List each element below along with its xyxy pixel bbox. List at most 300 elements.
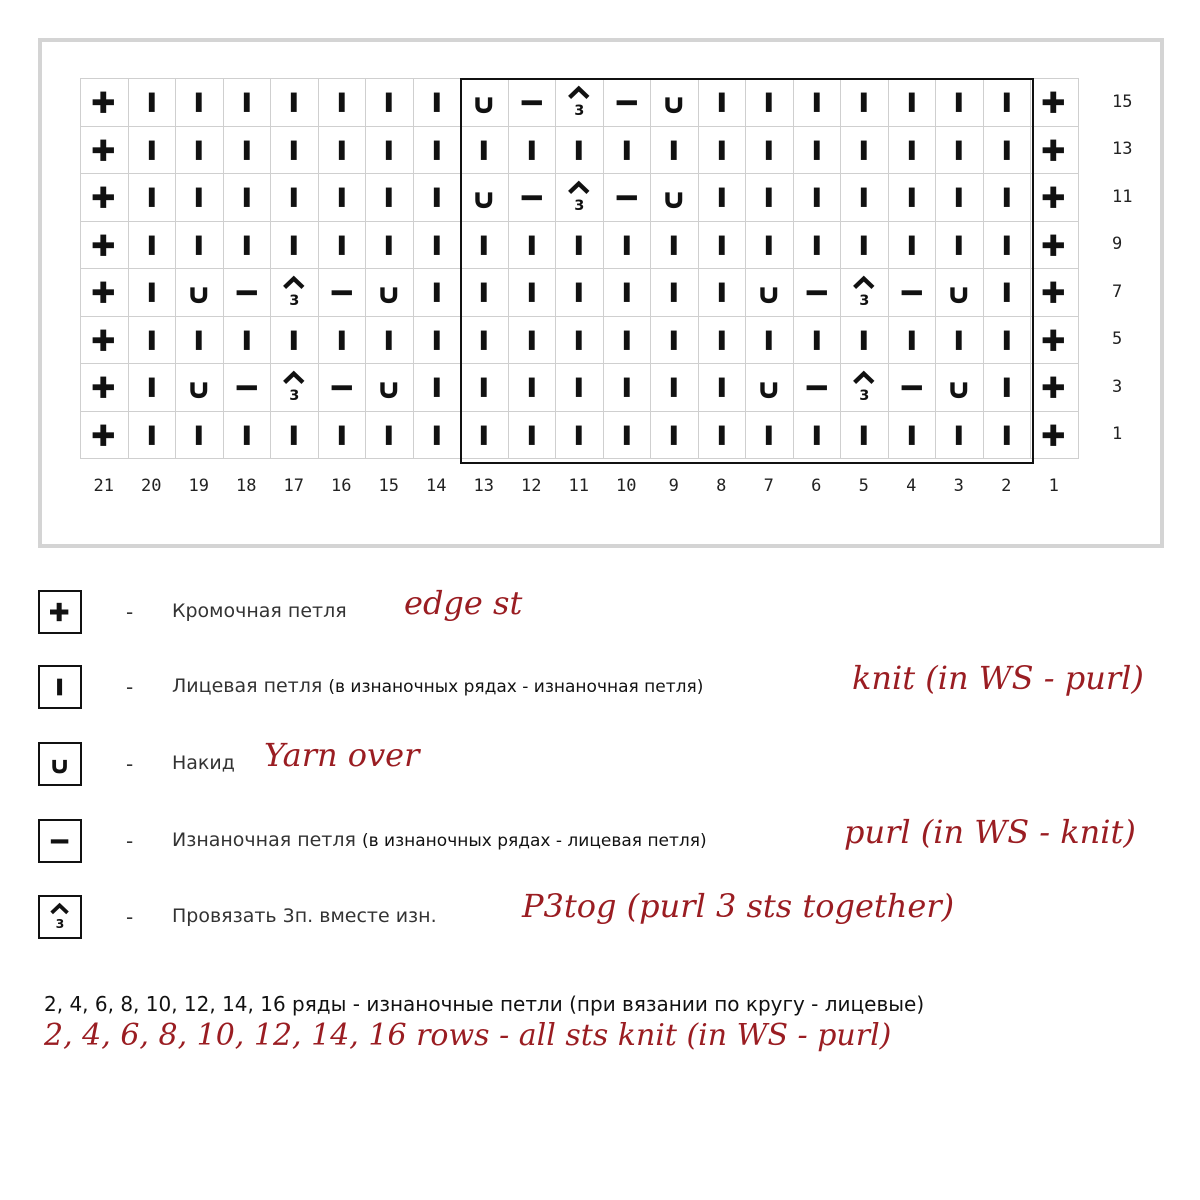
p3tog-icon xyxy=(556,174,603,221)
chart-cell xyxy=(651,174,699,222)
chart-cell xyxy=(604,79,652,127)
legend-label-ru xyxy=(172,675,703,697)
chart-cell xyxy=(604,222,652,270)
chart-cell xyxy=(319,79,367,127)
column-number: 11 xyxy=(568,476,589,496)
chart-cell xyxy=(604,127,652,175)
chart-cell xyxy=(651,317,699,365)
chart-cell xyxy=(129,79,177,127)
knit-icon xyxy=(794,412,841,459)
knit-icon xyxy=(509,127,556,174)
column-number: 9 xyxy=(668,476,679,496)
yarn-over-icon xyxy=(176,364,223,411)
purl-icon xyxy=(509,79,556,126)
chart-cell xyxy=(556,127,604,175)
chart-cell xyxy=(889,222,937,270)
knit-icon xyxy=(224,127,271,174)
chart-cell xyxy=(176,269,224,317)
chart-cell xyxy=(889,79,937,127)
knit-icon xyxy=(794,127,841,174)
chart-cell xyxy=(319,269,367,317)
knit-icon xyxy=(129,412,176,459)
chart-cell xyxy=(271,269,319,317)
knit-icon xyxy=(936,222,983,269)
chart-cell xyxy=(651,127,699,175)
chart-cell xyxy=(794,412,842,460)
wrong-side-rows-note xyxy=(44,992,924,1053)
legend-label-ru-note: (в изнаночных рядах - изнаночная петля) xyxy=(328,677,704,697)
p3tog-numeral: 3 xyxy=(574,197,585,214)
edge-stitch-icon xyxy=(81,127,128,174)
knit-icon-glyph xyxy=(40,667,80,707)
legend-label-en: purl (in WS - knit) xyxy=(844,813,1136,851)
chart-cell xyxy=(224,364,272,412)
purl-icon xyxy=(224,364,271,411)
knit-icon xyxy=(176,174,223,221)
chart-cell xyxy=(319,364,367,412)
knit-icon xyxy=(556,364,603,411)
chart-cell xyxy=(984,317,1032,365)
legend-item-p3tog xyxy=(38,887,1168,943)
edge-stitch-icon xyxy=(1031,412,1078,459)
legend-label-ru-note: (в изнаночных рядах - лицевая петля) xyxy=(362,831,707,851)
yarn-over-icon xyxy=(746,269,793,316)
chart-cell xyxy=(651,412,699,460)
chart-cell xyxy=(984,412,1032,460)
chart-cell xyxy=(604,412,652,460)
chart-cell xyxy=(604,317,652,365)
chart-cell xyxy=(176,317,224,365)
chart-cell xyxy=(81,174,129,222)
legend-label-ru: Провязать 3п. вместе изн. xyxy=(172,905,437,927)
chart-cell xyxy=(841,174,889,222)
purl-icon xyxy=(38,819,82,863)
chart-cell xyxy=(366,269,414,317)
knit-icon xyxy=(936,317,983,364)
chart-cell xyxy=(794,127,842,175)
chart-cell xyxy=(176,412,224,460)
chart-cell xyxy=(699,174,747,222)
knit-icon xyxy=(889,127,936,174)
knit-icon xyxy=(38,665,82,709)
p3tog-icon-glyph xyxy=(40,897,80,937)
chart-cell xyxy=(841,412,889,460)
knit-icon xyxy=(414,79,461,126)
knit-icon xyxy=(319,412,366,459)
knit-icon xyxy=(556,317,603,364)
p3tog-numeral: 3 xyxy=(859,387,870,404)
edge-stitch-icon xyxy=(1031,79,1078,126)
legend-dash: - xyxy=(126,675,134,699)
knit-icon xyxy=(129,222,176,269)
chart-cell xyxy=(461,412,509,460)
edge-stitch-icon xyxy=(1031,269,1078,316)
knit-icon xyxy=(651,364,698,411)
chart-cell xyxy=(129,222,177,270)
knit-icon xyxy=(604,364,651,411)
chart-cell xyxy=(461,79,509,127)
purl-icon xyxy=(794,269,841,316)
knit-icon xyxy=(176,222,223,269)
p3tog-icon xyxy=(271,269,318,316)
knit-icon xyxy=(319,79,366,126)
chart-cell xyxy=(414,222,462,270)
chart-cell xyxy=(651,364,699,412)
chart-cell xyxy=(81,79,129,127)
edge-stitch-icon xyxy=(1031,127,1078,174)
chart-cell xyxy=(746,174,794,222)
yarn-over-icon xyxy=(936,269,983,316)
chart-cell xyxy=(176,364,224,412)
knit-icon xyxy=(366,79,413,126)
yarn-over-icon xyxy=(746,364,793,411)
knit-icon xyxy=(699,79,746,126)
knit-icon xyxy=(129,317,176,364)
knit-icon xyxy=(984,222,1031,269)
chart-cell xyxy=(224,412,272,460)
chart-cell xyxy=(604,269,652,317)
chart-cell xyxy=(794,222,842,270)
knit-icon xyxy=(414,222,461,269)
knit-icon xyxy=(794,79,841,126)
yarn-over-icon xyxy=(38,742,82,786)
knit-icon xyxy=(224,79,271,126)
chart-cell xyxy=(366,127,414,175)
legend-label-en: knit (in WS - purl) xyxy=(852,659,1144,697)
chart-cell xyxy=(271,412,319,460)
knit-icon xyxy=(271,222,318,269)
knit-icon xyxy=(841,127,888,174)
chart-cell xyxy=(461,222,509,270)
p3tog-icon xyxy=(38,895,82,939)
chart-cell xyxy=(556,79,604,127)
chart-cell xyxy=(271,222,319,270)
chart-cell xyxy=(936,269,984,317)
knit-icon xyxy=(509,222,556,269)
knit-icon xyxy=(699,222,746,269)
chart-cell xyxy=(556,412,604,460)
column-number: 14 xyxy=(426,476,447,496)
chart-cell xyxy=(461,269,509,317)
knit-icon xyxy=(414,127,461,174)
knit-icon xyxy=(794,317,841,364)
chart-cell xyxy=(319,127,367,175)
p3tog-numeral: 3 xyxy=(859,292,870,309)
chart-cell xyxy=(556,174,604,222)
chart-cell xyxy=(129,174,177,222)
legend-label-ru: Кромочная петля xyxy=(172,600,347,622)
chart-cell xyxy=(841,127,889,175)
chart-cell xyxy=(509,412,557,460)
knit-icon xyxy=(176,412,223,459)
knit-icon xyxy=(271,317,318,364)
legend-dash: - xyxy=(126,600,134,624)
edge-stitch-icon xyxy=(1031,364,1078,411)
legend-item-yarn-over xyxy=(38,736,1168,790)
knit-icon xyxy=(651,269,698,316)
purl-icon xyxy=(509,174,556,221)
chart-cell xyxy=(889,317,937,365)
chart-cell xyxy=(319,222,367,270)
chart-cell xyxy=(319,317,367,365)
chart-cell xyxy=(81,412,129,460)
knit-icon xyxy=(746,127,793,174)
chart-cell xyxy=(604,364,652,412)
p3tog-icon xyxy=(841,364,888,411)
purl-icon xyxy=(319,269,366,316)
chart-cell xyxy=(129,412,177,460)
edge-stitch-icon xyxy=(81,174,128,221)
knit-icon xyxy=(889,79,936,126)
chart-cell xyxy=(176,127,224,175)
chart-cell xyxy=(984,364,1032,412)
chart-cell xyxy=(699,364,747,412)
knit-icon xyxy=(841,222,888,269)
purl-icon xyxy=(319,364,366,411)
column-number: 19 xyxy=(188,476,209,496)
knit-icon xyxy=(699,364,746,411)
knit-icon xyxy=(366,317,413,364)
knit-icon xyxy=(889,317,936,364)
knit-icon xyxy=(604,412,651,459)
chart-cell xyxy=(936,79,984,127)
chart-cell xyxy=(556,269,604,317)
chart-cell xyxy=(936,174,984,222)
knit-icon xyxy=(984,412,1031,459)
knit-icon xyxy=(509,317,556,364)
yarn-over-icon-glyph xyxy=(40,744,80,784)
chart-cell xyxy=(176,174,224,222)
knit-icon xyxy=(461,364,508,411)
column-number: 13 xyxy=(473,476,494,496)
row-number: 9 xyxy=(1112,234,1123,255)
edge-stitch-icon xyxy=(38,590,82,634)
chart-cell xyxy=(841,364,889,412)
chart-cell xyxy=(699,222,747,270)
chart-cell xyxy=(984,79,1032,127)
knit-icon xyxy=(699,174,746,221)
knit-icon xyxy=(509,412,556,459)
edge-stitch-icon xyxy=(81,79,128,126)
chart-cell xyxy=(936,364,984,412)
chart-cell xyxy=(699,127,747,175)
chart-cell xyxy=(889,174,937,222)
legend-dash: - xyxy=(126,829,134,853)
column-number: 2 xyxy=(1001,476,1012,496)
column-number: 16 xyxy=(331,476,352,496)
chart-cell xyxy=(366,79,414,127)
chart-cell xyxy=(366,364,414,412)
chart-cell xyxy=(129,269,177,317)
legend-label-ru: Накид xyxy=(172,752,235,774)
knit-icon xyxy=(414,269,461,316)
chart-cell xyxy=(794,174,842,222)
column-number: 10 xyxy=(616,476,637,496)
chart-cell xyxy=(461,127,509,175)
knit-icon xyxy=(129,269,176,316)
chart-cell xyxy=(224,174,272,222)
column-number: 18 xyxy=(236,476,257,496)
knit-icon xyxy=(509,269,556,316)
knit-icon xyxy=(984,174,1031,221)
legend-label-en: P3tog (purl 3 sts together) xyxy=(522,887,955,925)
knit-icon xyxy=(556,127,603,174)
chart-cell xyxy=(271,127,319,175)
chart-cell xyxy=(746,412,794,460)
legend-item-knit xyxy=(38,659,1168,713)
knit-icon xyxy=(936,127,983,174)
knit-icon xyxy=(366,412,413,459)
chart-cell xyxy=(176,222,224,270)
chart-cell xyxy=(414,364,462,412)
chart-cell xyxy=(1031,222,1079,270)
chart-cell xyxy=(509,222,557,270)
column-number: 17 xyxy=(283,476,304,496)
chart-cell xyxy=(746,269,794,317)
knit-icon xyxy=(651,412,698,459)
knit-icon xyxy=(841,412,888,459)
purl-icon xyxy=(224,269,271,316)
legend-dash: - xyxy=(126,752,134,776)
chart-cell xyxy=(841,222,889,270)
chart-cell xyxy=(414,412,462,460)
knit-icon xyxy=(556,412,603,459)
chart-cell xyxy=(176,79,224,127)
chart-cell xyxy=(1031,127,1079,175)
knit-icon xyxy=(461,269,508,316)
legend-label-ru-main: Изнаночная петля xyxy=(172,829,356,851)
knit-icon xyxy=(319,127,366,174)
knit-icon xyxy=(556,269,603,316)
chart-grid xyxy=(80,78,1079,459)
yarn-over-icon xyxy=(461,174,508,221)
chart-cell xyxy=(1031,412,1079,460)
chart-cell xyxy=(699,269,747,317)
knit-icon xyxy=(509,364,556,411)
knit-icon xyxy=(224,412,271,459)
chart-cell xyxy=(746,222,794,270)
p3tog-icon xyxy=(841,269,888,316)
chart-cell xyxy=(936,317,984,365)
chart-cell xyxy=(366,222,414,270)
knit-icon xyxy=(129,364,176,411)
knit-icon xyxy=(224,222,271,269)
knit-icon xyxy=(651,222,698,269)
knit-icon xyxy=(889,174,936,221)
column-number: 4 xyxy=(906,476,917,496)
chart-cell xyxy=(699,79,747,127)
chart-cell xyxy=(556,364,604,412)
edge-stitch-icon xyxy=(1031,174,1078,221)
chart-cell xyxy=(509,174,557,222)
row-number: 3 xyxy=(1112,376,1123,397)
column-number: 6 xyxy=(811,476,822,496)
knit-icon xyxy=(224,174,271,221)
column-number: 3 xyxy=(953,476,964,496)
chart-cell xyxy=(509,269,557,317)
row-number: 15 xyxy=(1112,91,1133,112)
chart-cell xyxy=(509,364,557,412)
knit-icon xyxy=(984,79,1031,126)
p3tog-icon xyxy=(271,364,318,411)
purl-icon xyxy=(889,364,936,411)
legend-label-ru-main: Лицевая петля xyxy=(172,675,323,697)
knit-icon xyxy=(746,79,793,126)
knit-icon xyxy=(461,127,508,174)
knit-icon xyxy=(794,174,841,221)
column-number: 20 xyxy=(141,476,162,496)
chart-cell xyxy=(889,269,937,317)
chart-cell xyxy=(414,79,462,127)
chart-cell xyxy=(936,127,984,175)
chart-cell xyxy=(556,317,604,365)
knit-icon xyxy=(176,79,223,126)
chart-cell xyxy=(889,364,937,412)
chart-cell xyxy=(224,79,272,127)
chart-cell xyxy=(81,222,129,270)
column-number: 15 xyxy=(378,476,399,496)
knit-icon xyxy=(651,127,698,174)
chart-cell xyxy=(984,269,1032,317)
purl-icon xyxy=(604,79,651,126)
knit-icon xyxy=(414,364,461,411)
chart-cell xyxy=(794,317,842,365)
chart-cell xyxy=(604,174,652,222)
purl-icon-glyph xyxy=(40,821,80,861)
note-en: 2, 4, 6, 8, 10, 12, 14, 16 rows - all sts knit (in WS - purl) xyxy=(44,1018,892,1053)
chart-cell xyxy=(984,174,1032,222)
column-number: 5 xyxy=(858,476,869,496)
chart-cell xyxy=(1031,364,1079,412)
chart-cell xyxy=(271,364,319,412)
knit-icon xyxy=(604,317,651,364)
p3tog-numeral: 3 xyxy=(55,915,65,931)
edge-stitch-icon xyxy=(81,222,128,269)
chart-cell xyxy=(936,412,984,460)
chart-cell xyxy=(129,127,177,175)
chart-cell xyxy=(509,79,557,127)
chart-cell xyxy=(81,317,129,365)
chart-cell xyxy=(129,317,177,365)
knit-icon xyxy=(224,317,271,364)
note-ru: 2, 4, 6, 8, 10, 12, 14, 16 ряды - изнаночные петли (при вязании по кругу - лицевые) xyxy=(44,992,925,1016)
chart-cell xyxy=(746,317,794,365)
knit-icon xyxy=(414,174,461,221)
chart-cell xyxy=(651,79,699,127)
chart-cell xyxy=(366,317,414,365)
legend-label-en: edge st xyxy=(404,584,523,622)
knit-icon xyxy=(699,127,746,174)
edge-stitch-icon xyxy=(1031,317,1078,364)
chart-cell xyxy=(1031,317,1079,365)
knit-icon xyxy=(889,222,936,269)
purl-icon xyxy=(794,364,841,411)
row-number: 11 xyxy=(1112,186,1133,207)
chart-cell xyxy=(81,269,129,317)
yarn-over-icon xyxy=(366,269,413,316)
edge-stitch-icon xyxy=(1031,222,1078,269)
chart-cell xyxy=(509,317,557,365)
chart-cell xyxy=(556,222,604,270)
knit-icon xyxy=(841,174,888,221)
chart-cell xyxy=(271,174,319,222)
chart-cell xyxy=(319,412,367,460)
legend-item-purl xyxy=(38,813,1168,867)
chart-cell xyxy=(841,79,889,127)
legend-label-ru xyxy=(172,829,707,851)
chart-cell xyxy=(224,127,272,175)
chart-cell xyxy=(746,364,794,412)
